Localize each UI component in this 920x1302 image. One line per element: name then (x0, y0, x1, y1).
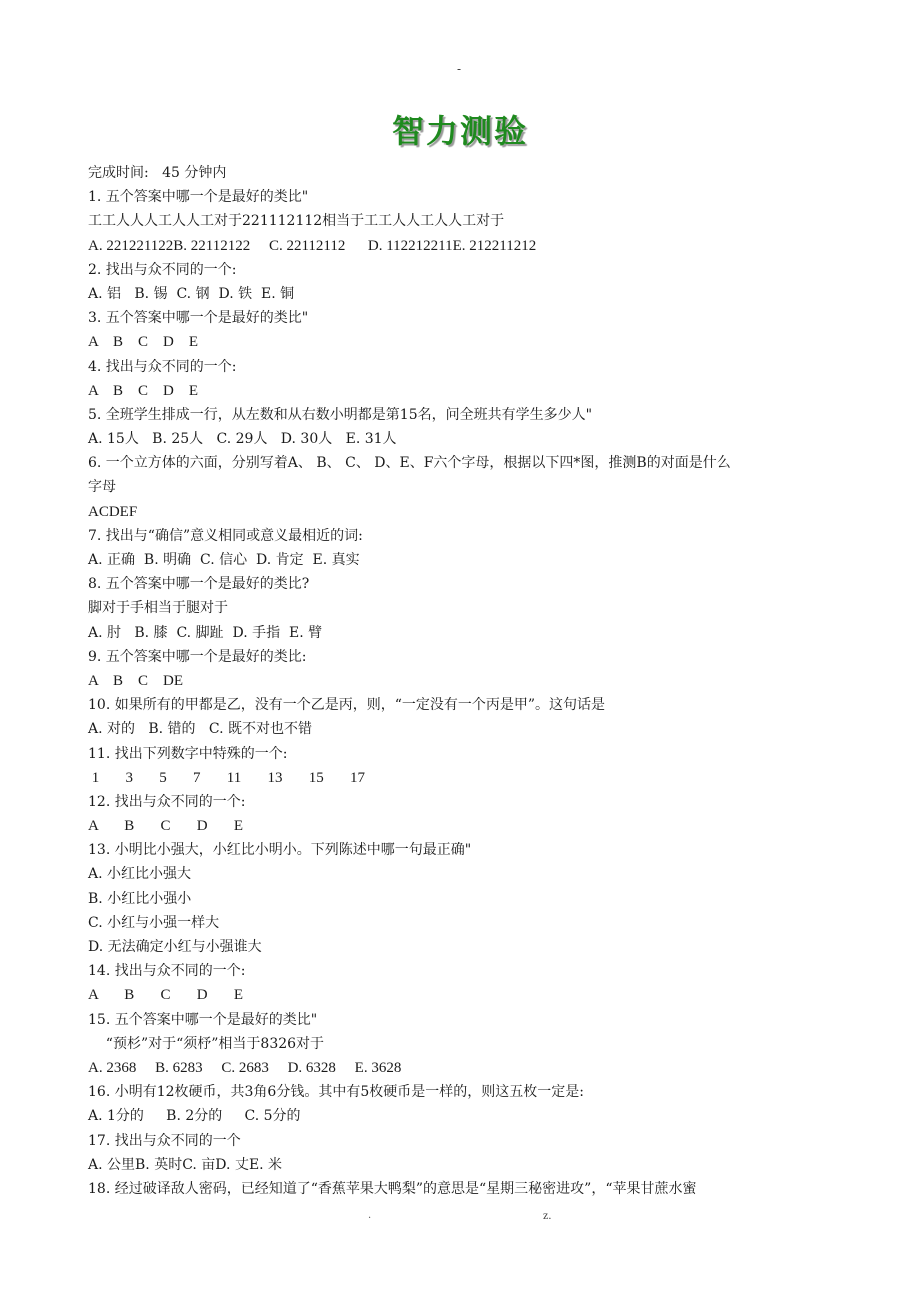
q18-text: 18. 经过破译敌人密码，已经知道了“香蕉苹果大鸭梨”的意思是“星期三秘密进攻”，“苹果甘蔗水蜜 (88, 1180, 697, 1197)
q9-options: A B C DE (88, 672, 184, 689)
page-title: 智力测验 (391, 112, 528, 150)
q5-text: 5. 全班学生排成一行，从左数和从右数小明都是第15名，问全班共有学生多少人" (88, 406, 593, 423)
q12-options: A B C D E (88, 818, 244, 835)
q13-option-c: C. 小红与小强一样大 (88, 914, 220, 931)
q2-text: 2. 找出与众不同的一个: (88, 261, 237, 278)
q4-text: 4. 找出与众不同的一个: (88, 358, 237, 375)
q12-text: 12. 找出与众不同的一个: (88, 793, 246, 810)
q14-text: 14. 找出与众不同的一个: (88, 963, 246, 980)
q13-option-d: D. 无法确定小红与小强谁大 (88, 939, 262, 955)
time-limit: 完成时间: 45 分钟内 (88, 165, 227, 181)
q8-prompt: 脚对于手相当于腿对于 (88, 600, 228, 617)
q13-option-b: B. 小红比小强小 (88, 890, 192, 907)
q3-options: A B C D E (88, 334, 199, 351)
q16-options: A. 1分的 B. 2分的 C. 5分的 (88, 1108, 301, 1125)
q4-options: A B C D E (88, 382, 199, 399)
q11-options: 1 3 5 7 11 13 15 17 (88, 769, 365, 786)
q14-options: A B C D E (88, 987, 244, 1004)
header-mark: - (457, 62, 462, 76)
q9-text: 9. 五个答案中哪一个是最好的类比: (88, 648, 307, 665)
q10-options: A. 对的 B. 错的 C. 既不对也不错 (88, 721, 313, 738)
q6-options: ACDEF (88, 503, 138, 520)
q3-text: 3. 五个答案中哪一个是最好的类比" (88, 310, 309, 327)
q17-options: A. 公里B. 英时C. 亩D. 丈E. 米 (88, 1156, 283, 1173)
q8-options: A. 肘 B. 膝 C. 脚趾 D. 手指 E. 臂 (88, 624, 323, 641)
q7-text: 7. 找出与“确信”意义相同或意义最相近的词: (88, 527, 363, 544)
q13-option-a: A. 小红比小强大 (88, 866, 192, 883)
q1-text: 1. 五个答案中哪一个是最好的类比" (88, 189, 309, 206)
q15-options: A. 2368 B. 6283 C. 2683 D. 6328 E. 3628 (88, 1059, 402, 1076)
footer-left-mark: . (368, 1210, 372, 1221)
q6-text: 6. 一个立方体的六面，分别写着A、 B、 C、 D、E、F六个字母，根据以下四*图，推测B的对面是什么 (88, 455, 731, 472)
q5-options: A. 15人 B. 25人 C. 29人 D. 30人 E. 31人 (88, 431, 397, 448)
q8-text: 8. 五个答案中哪一个是最好的类比? (88, 576, 310, 593)
q17-text: 17. 找出与众不同的一个 (88, 1132, 241, 1149)
q2-options: A. 铝 B. 锡 C. 钢 D. 铁 E. 铜 (88, 285, 295, 302)
q15-prompt: “预杉”对于“须杼”相当于8326对于 (88, 1035, 325, 1052)
q11-text: 11. 找出下列数字中特殊的一个: (88, 745, 288, 762)
q6-text-cont: 字母 (88, 479, 116, 496)
q13-text: 13. 小明比小强大，小红比小明小。下列陈述中哪一句最正确" (88, 842, 472, 859)
q1-options: A. 221221122B. 22112122 C. 22112112 D. 112212211E. 212211212 (88, 237, 537, 254)
document-body (88, 161, 848, 1201)
footer-right-mark: z. (543, 1208, 552, 1222)
q10-text: 10. 如果所有的甲都是乙，没有一个乙是丙，则，“一定没有一个丙是甲”。这句话是 (88, 697, 606, 714)
q16-text: 16. 小明有12枚硬币，共3角6分钱。其中有5枚硬币是一样的，则这五枚一定是: (88, 1084, 584, 1101)
q15-text: 15. 五个答案中哪一个是最好的类比" (88, 1011, 318, 1028)
q7-options: A. 正确 B. 明确 C. 信心 D. 肯定 E. 真实 (88, 552, 360, 568)
q1-prompt: 工工人人人工人人工对于221112112相当于工工人人工人人工对于 (88, 213, 505, 230)
